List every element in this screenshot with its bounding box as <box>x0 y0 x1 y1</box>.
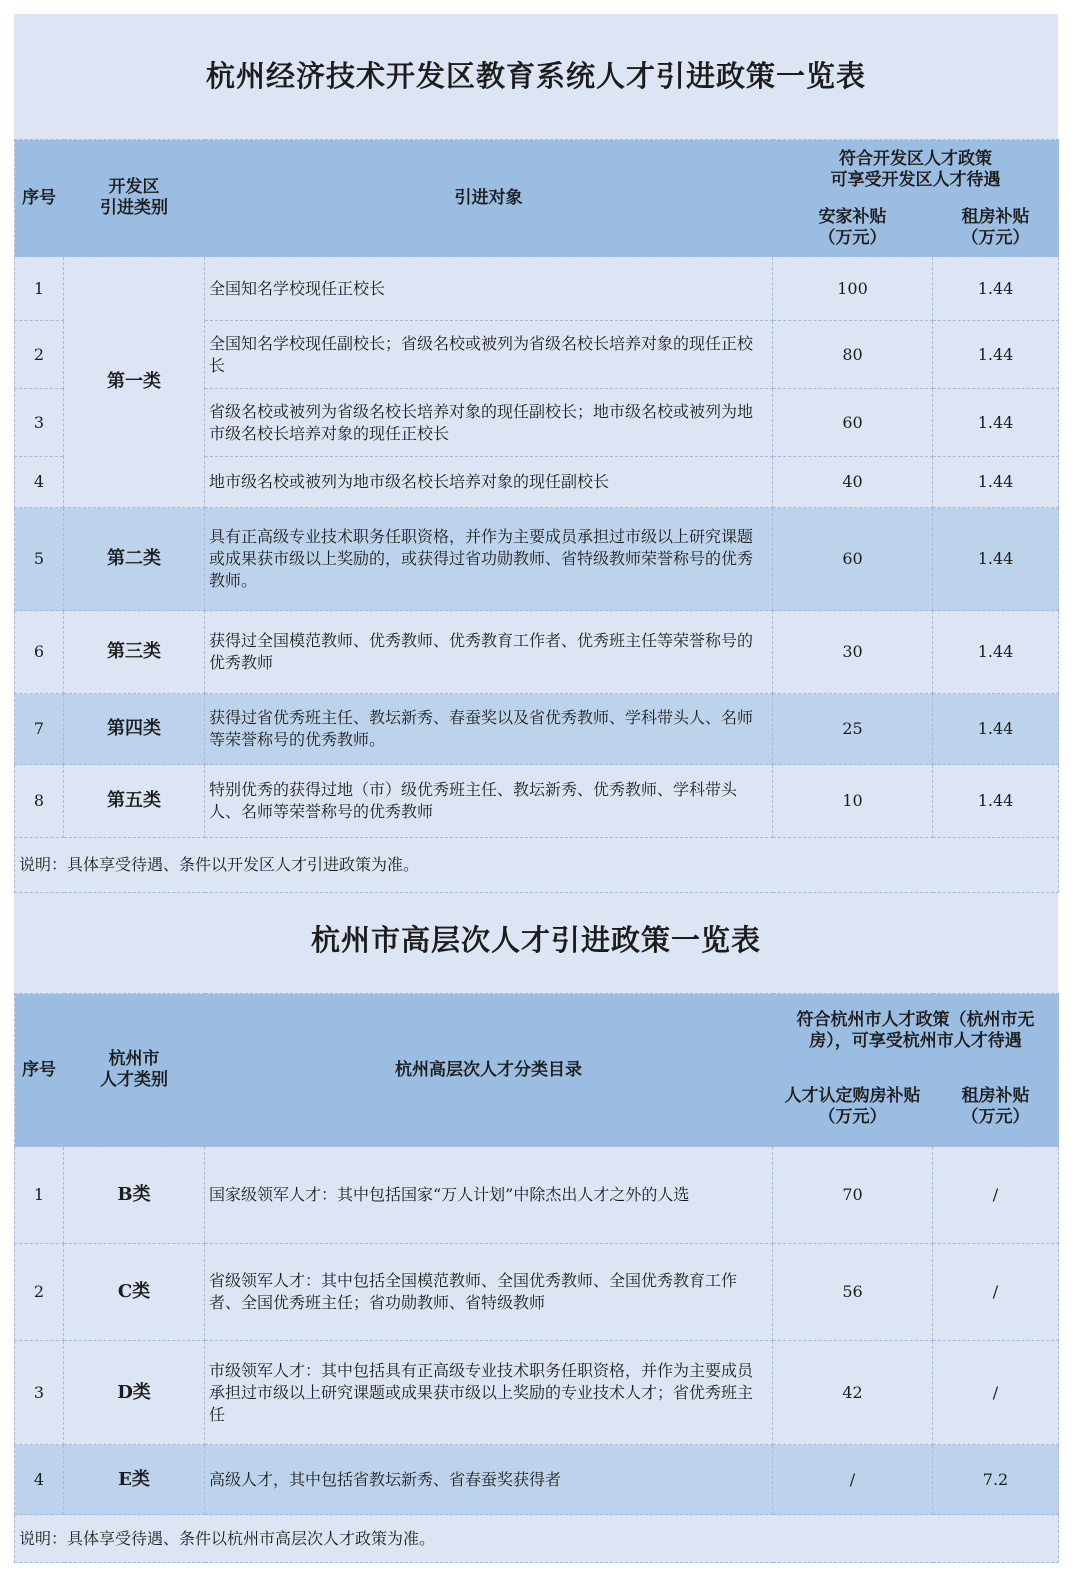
row-seq: 7 <box>15 694 64 765</box>
table-row <box>15 257 1059 321</box>
row-rent: / <box>933 1244 1059 1341</box>
row-seq: 5 <box>15 508 64 611</box>
row-rent: 7.2 <box>933 1445 1059 1515</box>
row-target: 全国知名学校现任正校长 <box>205 257 773 321</box>
row-buy: / <box>773 1445 933 1515</box>
table1-header-target: 引进对象 <box>205 140 773 257</box>
row-seq: 3 <box>15 1341 64 1445</box>
row-settle: 25 <box>773 694 933 765</box>
row-settle: 60 <box>773 389 933 457</box>
table-row <box>15 1147 1059 1244</box>
table2-title: 杭州市高层次人才引进政策一览表 <box>310 923 761 957</box>
row-target: 具有正高级专业技术职务任职资格，并作为主要成员承担过市级以上研究课题或成果获市级以上奖励的，或获得过省功勋教师、省特级教师荣誉称号的优秀教师。 <box>205 508 773 611</box>
row-seq: 3 <box>15 389 64 457</box>
row-target: 高级人才，其中包括省教坛新秀、省春蚕奖获得者 <box>205 1445 773 1515</box>
row-target: 省级领军人才：其中包括全国模范教师、全国优秀教师、全国优秀教育工作者、全国优秀班主任；省功勋教师、省特级教师 <box>205 1244 773 1341</box>
table2-header-buy: 人才认定购房补贴 （万元） <box>773 1068 933 1147</box>
table-row <box>15 1244 1059 1341</box>
row-category: E类 <box>64 1445 205 1515</box>
table1-header-seq: 序号 <box>15 140 64 257</box>
row-seq: 4 <box>15 457 64 508</box>
table1-header-group: 符合开发区人才政策 可享受开发区人才待遇 <box>773 140 1059 200</box>
table-row <box>15 765 1059 838</box>
row-buy: 70 <box>773 1147 933 1244</box>
table2-header-category: 杭州市 人才类别 <box>64 994 205 1147</box>
row-category: D类 <box>64 1341 205 1445</box>
row-settle: 30 <box>773 611 933 694</box>
table1-note: 说明：具体享受待遇、条件以开发区人才引进政策为准。 <box>15 838 1059 893</box>
row-seq: 2 <box>15 1244 64 1341</box>
table-row <box>15 611 1059 694</box>
table-row <box>15 1445 1059 1515</box>
row-rent: 1.44 <box>933 611 1059 694</box>
row-category: 第三类 <box>64 611 205 694</box>
row-rent: 1.44 <box>933 694 1059 765</box>
row-category: 第一类 <box>64 257 205 508</box>
row-target: 获得过省优秀班主任、教坛新秀、春蚕奖以及省优秀教师、学科带头人、名师等荣誉称号的优秀教师。 <box>205 694 773 765</box>
table2 <box>14 993 1059 1563</box>
row-rent: 1.44 <box>933 765 1059 838</box>
row-settle: 80 <box>773 321 933 389</box>
table1-header-category: 开发区 引进类别 <box>64 140 205 257</box>
row-settle: 10 <box>773 765 933 838</box>
table1-header-rent: 租房补贴 （万元） <box>933 200 1059 257</box>
table-row <box>15 1341 1059 1445</box>
row-seq: 8 <box>15 765 64 838</box>
row-target: 省级名校或被列为省级名校长培养对象的现任副校长；地市级名校或被列为地市级名校长培养对象的现任正校长 <box>205 389 773 457</box>
row-category: 第二类 <box>64 508 205 611</box>
row-category: 第四类 <box>64 694 205 765</box>
table-row <box>15 694 1059 765</box>
row-buy: 56 <box>773 1244 933 1341</box>
row-rent: 1.44 <box>933 321 1059 389</box>
row-target: 特别优秀的获得过地（市）级优秀班主任、教坛新秀、优秀教师、学科带头人、名师等荣誉称号的优秀教师 <box>205 765 773 838</box>
row-seq: 1 <box>15 1147 64 1244</box>
row-rent: / <box>933 1147 1059 1244</box>
row-category: 第五类 <box>64 765 205 838</box>
row-settle: 40 <box>773 457 933 508</box>
row-target: 全国知名学校现任副校长；省级名校或被列为省级名校长培养对象的现任正校长 <box>205 321 773 389</box>
table1-title: 杭州经济技术开发区教育系统人才引进政策一览表 <box>205 59 866 93</box>
row-seq: 6 <box>15 611 64 694</box>
row-rent: 1.44 <box>933 508 1059 611</box>
row-seq: 2 <box>15 321 64 389</box>
row-rent: 1.44 <box>933 389 1059 457</box>
table2-header-seq: 序号 <box>15 994 64 1147</box>
row-settle: 60 <box>773 508 933 611</box>
table2-header-target: 杭州高层次人才分类目录 <box>205 994 773 1147</box>
row-category: B类 <box>64 1147 205 1244</box>
row-target: 获得过全国模范教师、优秀教师、优秀教育工作者、优秀班主任等荣誉称号的优秀教师 <box>205 611 773 694</box>
row-buy: 42 <box>773 1341 933 1445</box>
row-seq: 1 <box>15 257 64 321</box>
row-category: C类 <box>64 1244 205 1341</box>
table2-header-rent: 租房补贴 （万元） <box>933 1068 1059 1147</box>
row-rent: / <box>933 1341 1059 1445</box>
row-target: 国家级领军人才：其中包括国家“万人计划”中除杰出人才之外的人选 <box>205 1147 773 1244</box>
table2-header-group: 符合杭州市人才政策（杭州市无 房），可享受杭州市人才待遇 <box>773 994 1059 1068</box>
table1-header-settle: 安家补贴 （万元） <box>773 200 933 257</box>
row-target: 地市级名校或被列为地市级名校长培养对象的现任副校长 <box>205 457 773 508</box>
table-row <box>15 508 1059 611</box>
row-rent: 1.44 <box>933 257 1059 321</box>
table2-note: 说明：具体享受待遇、条件以杭州市高层次人才政策为准。 <box>15 1515 1059 1563</box>
row-seq: 4 <box>15 1445 64 1515</box>
row-target: 市级领军人才：其中包括具有正高级专业技术职务任职资格，并作为主要成员承担过市级以上研究课题或成果获市级以上奖励的专业技术人才；省优秀班主任 <box>205 1341 773 1445</box>
row-settle: 100 <box>773 257 933 321</box>
table1 <box>14 139 1059 893</box>
row-rent: 1.44 <box>933 457 1059 508</box>
